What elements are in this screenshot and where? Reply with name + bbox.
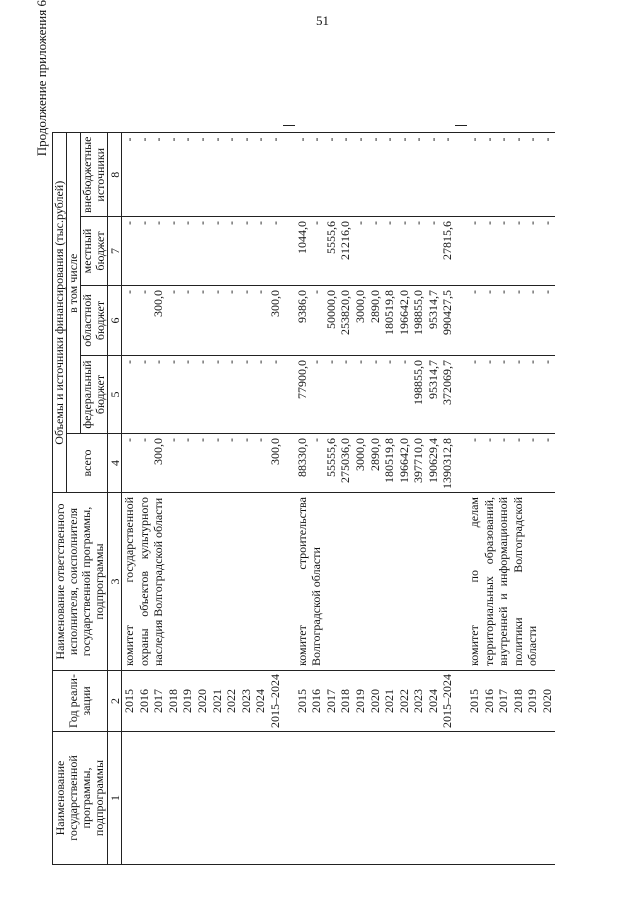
total-cell: - xyxy=(525,434,540,493)
extra-cell: - xyxy=(467,133,482,217)
local-cell: - xyxy=(180,217,195,286)
regional-cell: - xyxy=(137,286,152,356)
regional-cell: - xyxy=(540,286,555,356)
total-cell: - xyxy=(309,434,324,493)
column-number: 3 xyxy=(108,493,122,671)
regional-cell: 9386,0 xyxy=(295,286,310,356)
funding-table xyxy=(52,126,555,866)
year-cell: 2018 xyxy=(338,671,353,732)
federal-cell: - xyxy=(540,356,555,434)
total-cell: 300,0 xyxy=(151,434,166,493)
regional-cell: 95314,7 xyxy=(426,286,441,356)
federal-cell: - xyxy=(122,356,137,434)
federal-cell: - xyxy=(166,356,181,434)
local-cell: - xyxy=(268,217,283,286)
federal-cell: - xyxy=(137,356,152,434)
extra-cell: - xyxy=(382,133,397,217)
year-cell: 2015 xyxy=(295,671,310,732)
federal-cell: - xyxy=(151,356,166,434)
local-cell: - xyxy=(309,217,324,286)
total-cell: - xyxy=(180,434,195,493)
year-cell: 2018 xyxy=(511,671,526,732)
total-cell: 397710,0 xyxy=(411,434,426,493)
regional-cell: - xyxy=(224,286,239,356)
regional-cell: 196642,0 xyxy=(397,286,412,356)
regional-cell: 253820,0 xyxy=(338,286,353,356)
federal-cell: - xyxy=(324,356,339,434)
extra-cell: - xyxy=(253,133,268,217)
year-cell: 2019 xyxy=(180,671,195,732)
local-cell: 1044,0 xyxy=(295,217,310,286)
year-cell: 2020 xyxy=(195,671,210,732)
regional-cell: - xyxy=(253,286,268,356)
header-extrabudget: внебюджетные источники xyxy=(81,133,108,217)
local-cell: - xyxy=(482,217,497,286)
extra-cell: - xyxy=(324,133,339,217)
local-cell: - xyxy=(224,217,239,286)
extra-cell: - xyxy=(496,133,511,217)
extra-cell: - xyxy=(540,133,555,217)
table-body xyxy=(53,126,555,865)
header-including: в том числе xyxy=(67,133,81,434)
total-cell: - xyxy=(122,434,137,493)
extra-cell: - xyxy=(151,133,166,217)
header-local: местный бюджет xyxy=(81,217,108,286)
regional-cell: - xyxy=(511,286,526,356)
extra-cell: - xyxy=(268,133,283,217)
year-cell: 2015–2024 xyxy=(440,671,455,732)
column-number: 7 xyxy=(108,217,122,286)
federal-cell: - xyxy=(525,356,540,434)
extra-cell: - xyxy=(353,133,368,217)
column-number: 5 xyxy=(108,356,122,434)
extra-cell: - xyxy=(122,133,137,217)
total-cell: 275036,0 xyxy=(338,434,353,493)
spacer-cell xyxy=(283,434,295,493)
local-cell: - xyxy=(137,217,152,286)
federal-cell: - xyxy=(368,356,383,434)
total-cell: 196642,0 xyxy=(397,434,412,493)
regional-cell: - xyxy=(482,286,497,356)
spacer-cell xyxy=(283,133,295,217)
spacer-cell xyxy=(455,133,467,217)
extra-cell: - xyxy=(166,133,181,217)
extra-cell: - xyxy=(210,133,225,217)
federal-cell: - xyxy=(180,356,195,434)
federal-cell: - xyxy=(253,356,268,434)
extra-cell: - xyxy=(295,133,310,217)
total-cell: 2890,0 xyxy=(368,434,383,493)
rotated-page xyxy=(35,0,635,865)
spacer-cell xyxy=(455,671,467,732)
local-cell: - xyxy=(122,217,137,286)
year-cell: 2019 xyxy=(353,671,368,732)
total-cell: 88330,0 xyxy=(295,434,310,493)
year-cell: 2020 xyxy=(540,671,555,732)
regional-cell: - xyxy=(166,286,181,356)
total-cell: - xyxy=(253,434,268,493)
federal-cell: - xyxy=(210,356,225,434)
year-cell: 2016 xyxy=(482,671,497,732)
regional-cell: - xyxy=(496,286,511,356)
spacer-cell xyxy=(283,286,295,356)
header-federal: федеральный бюджет xyxy=(81,356,108,434)
federal-cell: - xyxy=(309,356,324,434)
local-cell: - xyxy=(151,217,166,286)
regional-cell: - xyxy=(525,286,540,356)
total-cell: - xyxy=(482,434,497,493)
year-cell: 2017 xyxy=(151,671,166,732)
local-cell: - xyxy=(353,217,368,286)
regional-cell: - xyxy=(210,286,225,356)
local-cell: - xyxy=(239,217,254,286)
total-cell: - xyxy=(166,434,181,493)
extra-cell: - xyxy=(482,133,497,217)
year-cell: 2017 xyxy=(496,671,511,732)
year-cell: 2021 xyxy=(382,671,397,732)
federal-cell: - xyxy=(268,356,283,434)
local-cell: 21216,0 xyxy=(338,217,353,286)
regional-cell: - xyxy=(467,286,482,356)
year-cell: 2019 xyxy=(525,671,540,732)
extra-cell: - xyxy=(309,133,324,217)
total-cell: 3000,0 xyxy=(353,434,368,493)
total-cell: - xyxy=(137,434,152,493)
regional-cell: 180519,8 xyxy=(382,286,397,356)
regional-cell: 50000,0 xyxy=(324,286,339,356)
spacer-cell xyxy=(455,356,467,434)
extra-cell: - xyxy=(397,133,412,217)
federal-cell: 77900,0 xyxy=(295,356,310,434)
total-cell: 180519,8 xyxy=(382,434,397,493)
extra-cell: - xyxy=(511,133,526,217)
responsible-executor: комитет государственной охраны объектов культурного наследия Волгоградской области xyxy=(122,493,283,671)
extra-cell: - xyxy=(368,133,383,217)
federal-cell: - xyxy=(239,356,254,434)
federal-cell: - xyxy=(338,356,353,434)
local-cell: - xyxy=(525,217,540,286)
year-cell: 2021 xyxy=(210,671,225,732)
header-funding-group: Объемы и источники финансирования (тыс.рублей) xyxy=(53,133,67,493)
total-cell: - xyxy=(239,434,254,493)
column-number-row xyxy=(108,126,122,865)
responsible-executor: комитет по делам территориальных образований, внутренней и информационной политики Волгоградской области xyxy=(467,493,555,671)
spacer-cell xyxy=(283,217,295,286)
extra-cell: - xyxy=(180,133,195,217)
program-cell xyxy=(122,732,555,865)
year-cell: 2016 xyxy=(137,671,152,732)
header-regional: областной бюджет xyxy=(81,286,108,356)
federal-cell: - xyxy=(382,356,397,434)
extra-cell: - xyxy=(239,133,254,217)
local-cell: 5555,6 xyxy=(324,217,339,286)
extra-cell: - xyxy=(411,133,426,217)
column-number: 6 xyxy=(108,286,122,356)
local-cell: 27815,6 xyxy=(440,217,455,286)
total-cell: - xyxy=(195,434,210,493)
regional-cell: - xyxy=(239,286,254,356)
local-cell: - xyxy=(397,217,412,286)
year-cell: 2016 xyxy=(309,671,324,732)
header-total: всего xyxy=(67,434,108,493)
total-cell: - xyxy=(511,434,526,493)
federal-cell: 95314,7 xyxy=(426,356,441,434)
year-cell: 2018 xyxy=(166,671,181,732)
year-cell: 2015 xyxy=(467,671,482,732)
year-cell: 2022 xyxy=(397,671,412,732)
local-cell: - xyxy=(166,217,181,286)
local-cell: - xyxy=(540,217,555,286)
federal-cell: - xyxy=(224,356,239,434)
year-cell: 2015 xyxy=(122,671,137,732)
header-row-1 xyxy=(53,126,67,865)
extra-cell: - xyxy=(525,133,540,217)
total-cell: 1390312,8 xyxy=(440,434,455,493)
regional-cell: 300,0 xyxy=(151,286,166,356)
regional-cell: 2890,0 xyxy=(368,286,383,356)
year-cell: 2022 xyxy=(224,671,239,732)
column-number: 4 xyxy=(108,434,122,493)
regional-cell: - xyxy=(122,286,137,356)
spacer-cell xyxy=(455,286,467,356)
local-cell: - xyxy=(210,217,225,286)
extra-cell: - xyxy=(440,133,455,217)
local-cell: - xyxy=(426,217,441,286)
extra-cell: - xyxy=(137,133,152,217)
spacer-cell xyxy=(455,493,467,671)
total-cell: - xyxy=(496,434,511,493)
year-cell: 2017 xyxy=(324,671,339,732)
header-year: Год реали-зации xyxy=(53,671,108,732)
regional-cell: - xyxy=(195,286,210,356)
regional-cell: - xyxy=(309,286,324,356)
federal-cell: - xyxy=(195,356,210,434)
federal-cell: - xyxy=(482,356,497,434)
table-row xyxy=(122,126,137,865)
year-cell: 2024 xyxy=(426,671,441,732)
federal-cell: - xyxy=(467,356,482,434)
spacer-cell xyxy=(455,434,467,493)
regional-cell: 3000,0 xyxy=(353,286,368,356)
spacer-cell xyxy=(283,493,295,671)
year-cell: 2015–2024 xyxy=(268,671,283,732)
year-cell: 2024 xyxy=(253,671,268,732)
year-cell: 2023 xyxy=(411,671,426,732)
federal-cell: 372069,7 xyxy=(440,356,455,434)
federal-cell: - xyxy=(496,356,511,434)
extra-cell: - xyxy=(224,133,239,217)
responsible-executor: комитет строительства Волгоградской области xyxy=(295,493,456,671)
regional-cell: - xyxy=(180,286,195,356)
total-cell: - xyxy=(467,434,482,493)
header-program: Наименование государственной программы, подпрограммы xyxy=(53,732,108,865)
total-cell: - xyxy=(540,434,555,493)
federal-cell: - xyxy=(511,356,526,434)
column-number: 1 xyxy=(108,732,122,865)
column-number: 8 xyxy=(108,133,122,217)
spacer-cell xyxy=(283,671,295,732)
local-cell: - xyxy=(368,217,383,286)
local-cell: - xyxy=(496,217,511,286)
total-cell: 190629,4 xyxy=(426,434,441,493)
total-cell: - xyxy=(210,434,225,493)
regional-cell: 300,0 xyxy=(268,286,283,356)
extra-cell: - xyxy=(195,133,210,217)
year-cell: 2020 xyxy=(368,671,383,732)
federal-cell: 198855,0 xyxy=(411,356,426,434)
column-number: 2 xyxy=(108,671,122,732)
local-cell: - xyxy=(253,217,268,286)
federal-cell: - xyxy=(353,356,368,434)
total-cell: 300,0 xyxy=(268,434,283,493)
federal-cell: - xyxy=(397,356,412,434)
local-cell: - xyxy=(511,217,526,286)
local-cell: - xyxy=(411,217,426,286)
extra-cell: - xyxy=(426,133,441,217)
extra-cell: - xyxy=(338,133,353,217)
spacer-cell xyxy=(283,126,295,133)
local-cell: - xyxy=(382,217,397,286)
total-cell: 55555,6 xyxy=(324,434,339,493)
regional-cell: 198855,0 xyxy=(411,286,426,356)
local-cell: - xyxy=(467,217,482,286)
spacer-cell xyxy=(455,126,467,133)
spacer-cell xyxy=(455,217,467,286)
spacer-cell xyxy=(283,356,295,434)
local-cell: - xyxy=(195,217,210,286)
regional-cell: 990427,5 xyxy=(440,286,455,356)
year-cell: 2023 xyxy=(239,671,254,732)
total-cell: - xyxy=(224,434,239,493)
header-responsible: Наименование ответственного исполнителя, соисполнителя государственной программы, подпрограммы xyxy=(53,493,108,671)
page-number: 51 xyxy=(316,13,329,28)
appendix-label: Продолжение приложения 6 xyxy=(34,0,49,157)
